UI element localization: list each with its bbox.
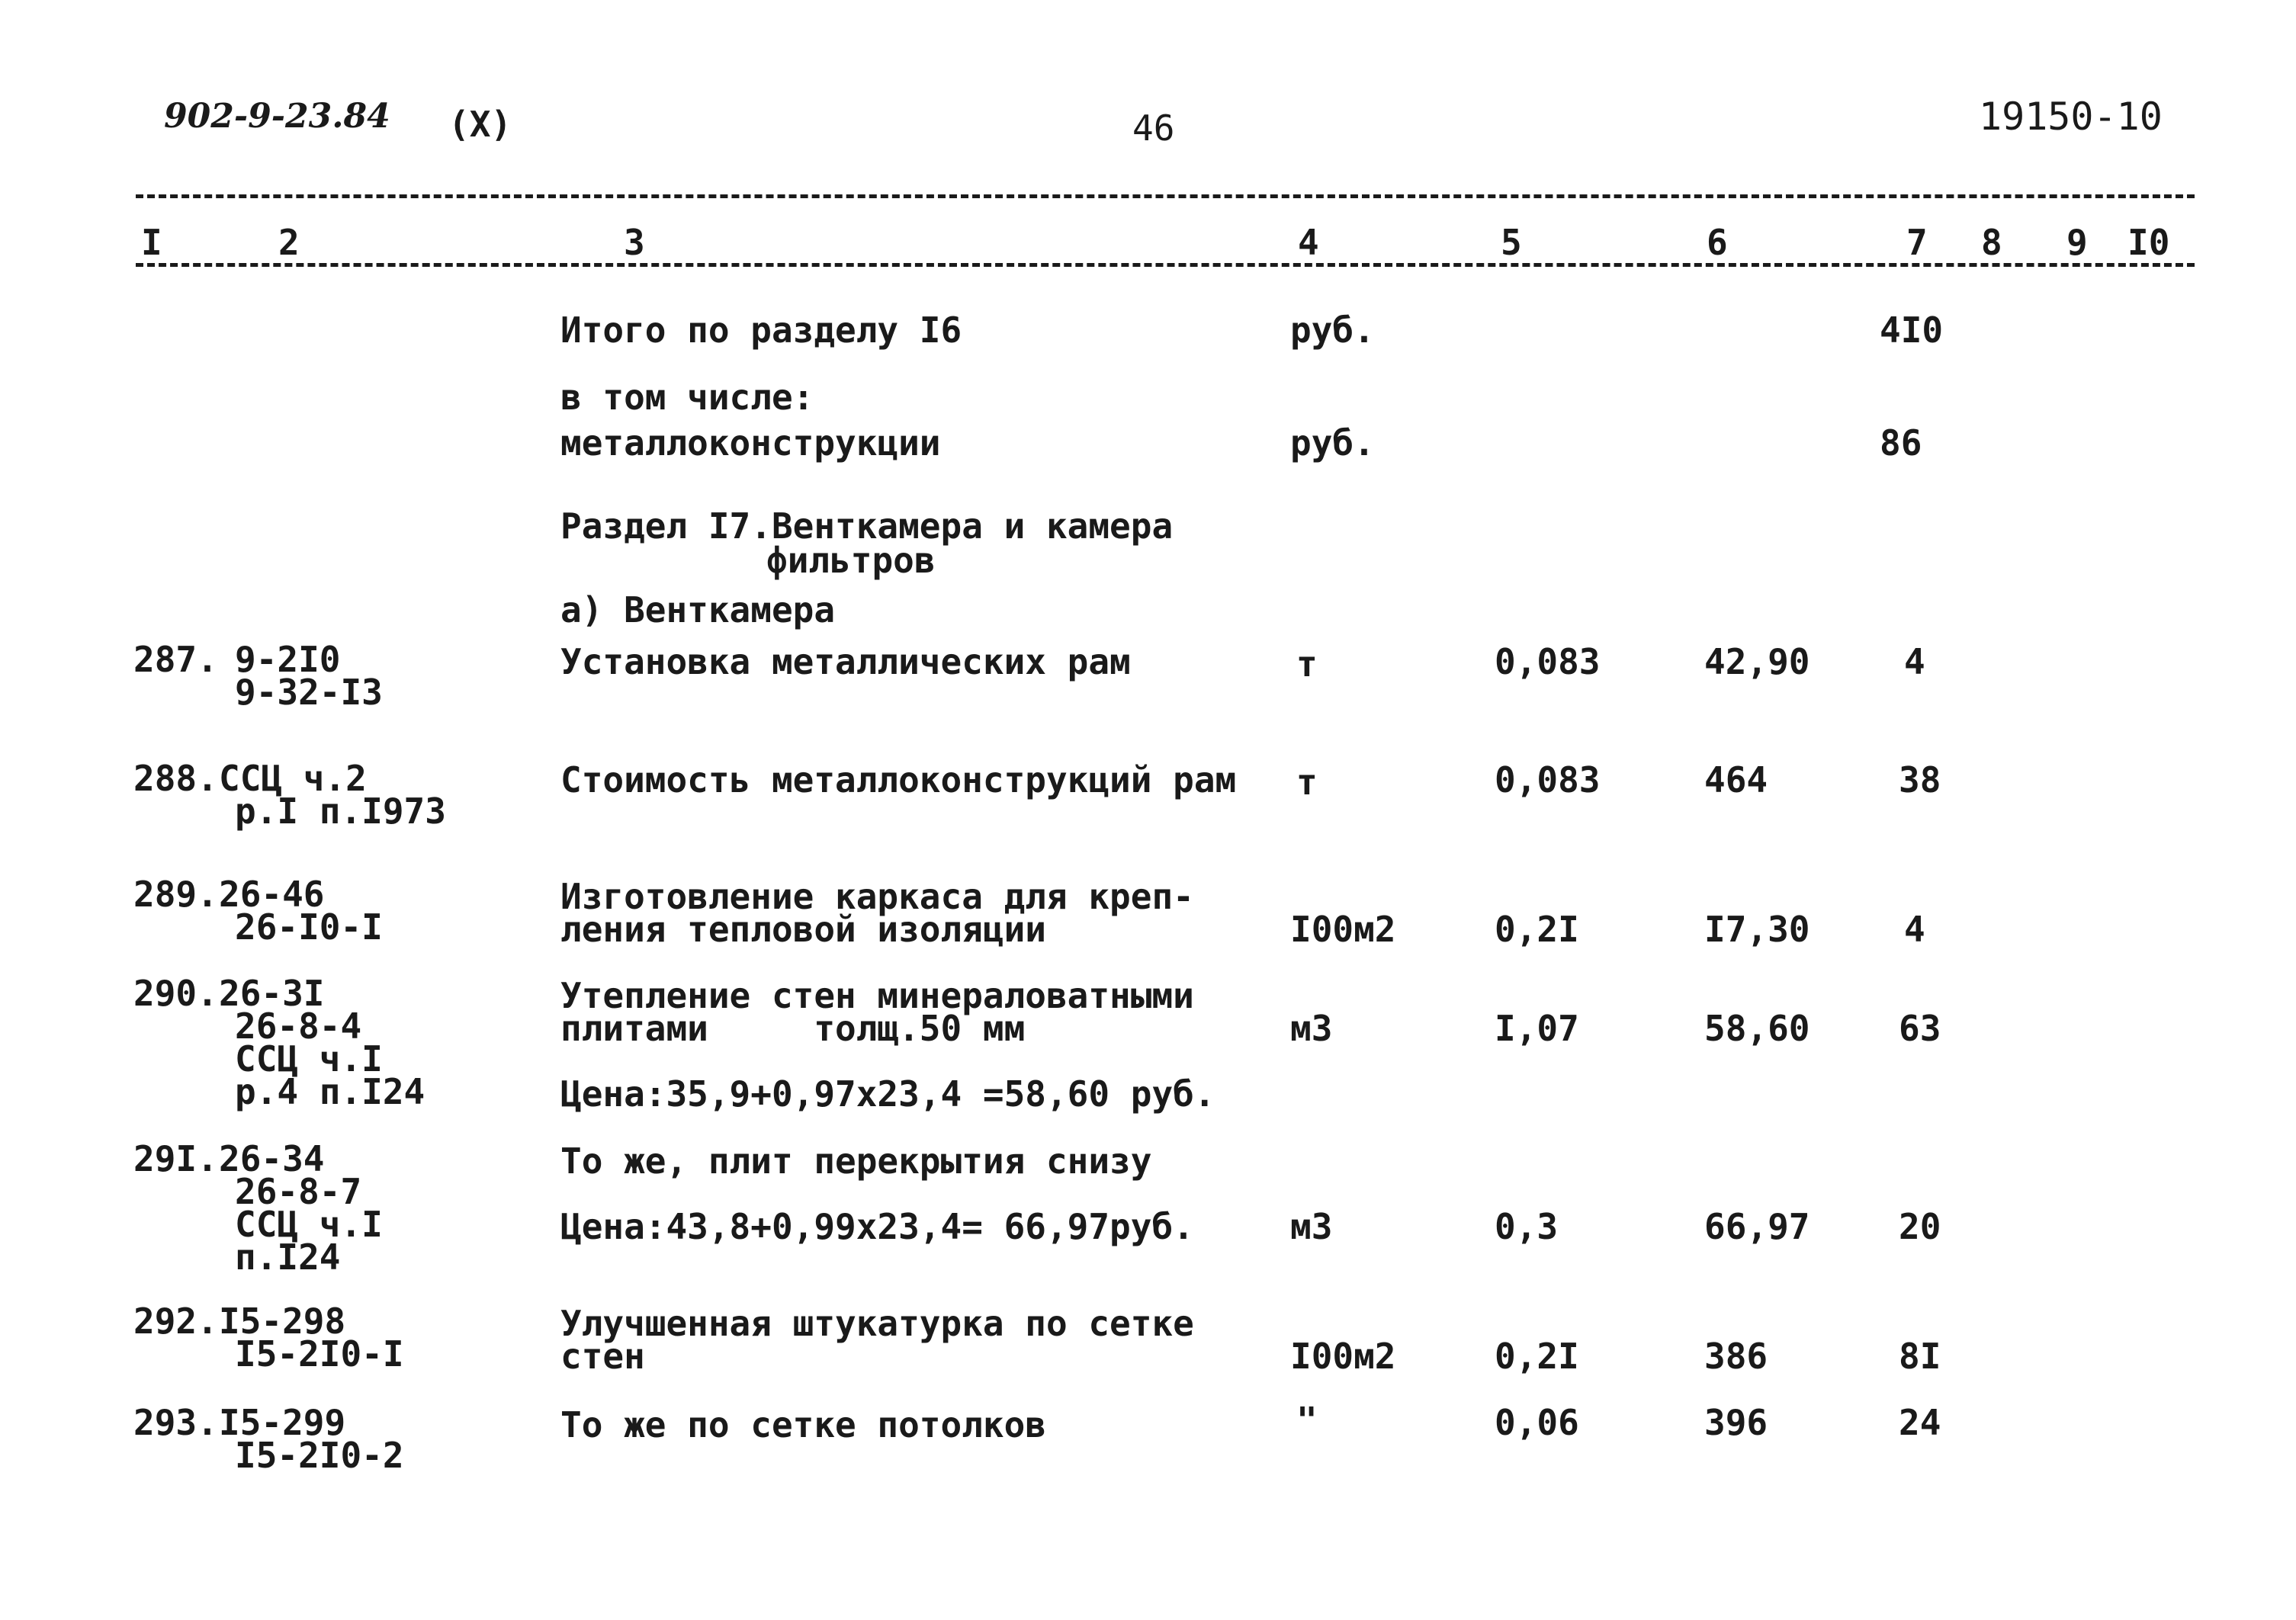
column-header-4: 4	[1298, 222, 1319, 263]
row-293-code-2: I5-2I0-2	[235, 1435, 404, 1476]
row-288-total: 38	[1899, 759, 1941, 800]
row-293-code-1: I5-299	[219, 1402, 346, 1443]
row-289-unit: I00м2	[1290, 909, 1396, 950]
row-293-description: То же по сетке потолков	[560, 1404, 1046, 1445]
row-287-total: 4	[1904, 641, 1925, 682]
column-header-9: 9	[2066, 222, 2088, 263]
column-header-7: 7	[1906, 222, 1928, 263]
row-290-code-4: р.4 п.I24	[235, 1071, 425, 1112]
row-291-price-note: Цена:43,8+0,99х23,4= 66,97руб.	[560, 1206, 1194, 1247]
section16-total-label: Итого по разделу I6	[560, 310, 962, 351]
row-289-code-2: 26-I0-I	[235, 906, 383, 948]
doc-code: 902-9-23.84	[164, 97, 390, 136]
row-287-description: Установка металлических рам	[560, 641, 1131, 682]
bottom-dashed-rule	[136, 263, 2195, 267]
row-291-total: 20	[1899, 1206, 1941, 1247]
row-290-description-line2: плитами толщ.50 мм	[560, 1008, 1026, 1049]
row-288-description: Стоимость металлоконструкций рам	[560, 759, 1237, 800]
row-291-code-4: п.I24	[235, 1237, 341, 1278]
row-292-description-line1: Улучшенная штукатурка по сетке	[560, 1303, 1194, 1344]
row-289-unit-price: I7,30	[1704, 909, 1810, 950]
row-289-quantity: 0,2I	[1495, 909, 1579, 950]
section17-title-line2: фильтров	[766, 540, 936, 581]
row-292-unit-price: 386	[1704, 1336, 1768, 1377]
row-290-unit-price: 58,60	[1704, 1008, 1810, 1049]
row-291-description: То же, плит перекрытия снизу	[560, 1140, 1152, 1182]
column-header-8: 8	[1981, 222, 2002, 263]
row-288-code-1: ССЦ ч.2	[219, 758, 367, 799]
section16-metal-label: металлоконструкции	[560, 422, 941, 464]
row-293-total: 24	[1899, 1402, 1941, 1443]
section16-including-label: в том числе:	[560, 377, 814, 418]
page-number: 46	[1132, 107, 1175, 149]
section16-metal-value: 86	[1880, 422, 1922, 464]
row-290-code-1: 26-3I	[219, 973, 325, 1014]
row-288-unit-price: 464	[1704, 759, 1768, 800]
column-header-6: 6	[1707, 222, 1728, 263]
row-291-unit: м3	[1290, 1206, 1333, 1247]
row-293-quantity: 0,06	[1495, 1402, 1579, 1443]
row-290-description-line1: Утепление стен минераловатными	[560, 975, 1194, 1016]
row-287-code-1: 9-2I0	[235, 639, 341, 680]
row-287-quantity: 0,083	[1495, 641, 1601, 682]
row-293-number: 293.	[133, 1402, 218, 1443]
top-dashed-rule	[136, 194, 2195, 198]
row-291-unit-price: 66,97	[1704, 1206, 1810, 1247]
row-292-number: 292.	[133, 1301, 218, 1342]
row-291-quantity: 0,3	[1495, 1206, 1559, 1247]
row-288-quantity: 0,083	[1495, 759, 1601, 800]
row-288-code-2: р.I п.I973	[235, 791, 446, 832]
doc-variant: (X)	[448, 104, 512, 145]
row-292-description-line2: стен	[560, 1336, 645, 1377]
row-292-code-1: I5-298	[219, 1301, 346, 1342]
row-290-quantity: I,07	[1495, 1008, 1579, 1049]
row-291-number: 29I.	[133, 1138, 218, 1179]
row-293-unit-price: 396	[1704, 1402, 1768, 1443]
row-289-number: 289.	[133, 874, 218, 915]
row-288-unit: т	[1296, 762, 1318, 803]
row-290-price-note: Цена:35,9+0,97х23,4 =58,60 руб.	[560, 1073, 1215, 1115]
section16-total-unit: руб.	[1290, 310, 1375, 351]
row-292-quantity: 0,2I	[1495, 1336, 1579, 1377]
row-291-code-1: 26-34	[219, 1138, 325, 1179]
section16-total-value: 4I0	[1880, 310, 1944, 351]
row-288-number: 288.	[133, 758, 218, 799]
row-287-code-2: 9-32-I3	[235, 672, 383, 713]
row-287-unit-price: 42,90	[1704, 641, 1810, 682]
row-290-unit: м3	[1290, 1008, 1333, 1049]
row-290-code-2: 26-8-4	[235, 1006, 362, 1047]
column-header-1: I	[141, 222, 162, 263]
row-293-unit: "	[1296, 1400, 1318, 1441]
row-292-code-2: I5-2I0-I	[235, 1333, 404, 1375]
row-289-description-line2: ления тепловой изоляции	[560, 909, 1046, 950]
section17-title-line1: Раздел I7.Венткамера и камера	[560, 505, 1174, 547]
row-287-number: 287.	[133, 639, 218, 680]
row-292-total: 8I	[1899, 1336, 1941, 1377]
row-291-code-2: 26-8-7	[235, 1171, 362, 1212]
row-289-code-1: 26-46	[219, 874, 325, 915]
column-header-10: I0	[2127, 222, 2170, 263]
column-header-2: 2	[278, 222, 300, 263]
inventory-number: 19150-10	[1979, 95, 2163, 139]
row-290-number: 290.	[133, 973, 218, 1014]
row-287-unit: т	[1296, 643, 1318, 685]
row-289-description-line1: Изготовление каркаса для креп-	[560, 876, 1194, 917]
section16-metal-unit: руб.	[1290, 422, 1375, 464]
row-289-total: 4	[1904, 909, 1925, 950]
row-290-code-3: ССЦ ч.I	[235, 1038, 383, 1079]
row-291-code-3: ССЦ ч.I	[235, 1204, 383, 1245]
column-header-5: 5	[1501, 222, 1522, 263]
section17-subsection: а) Венткамера	[560, 589, 836, 630]
row-292-unit: I00м2	[1290, 1336, 1396, 1377]
row-290-total: 63	[1899, 1008, 1941, 1049]
column-header-3: 3	[624, 222, 645, 263]
